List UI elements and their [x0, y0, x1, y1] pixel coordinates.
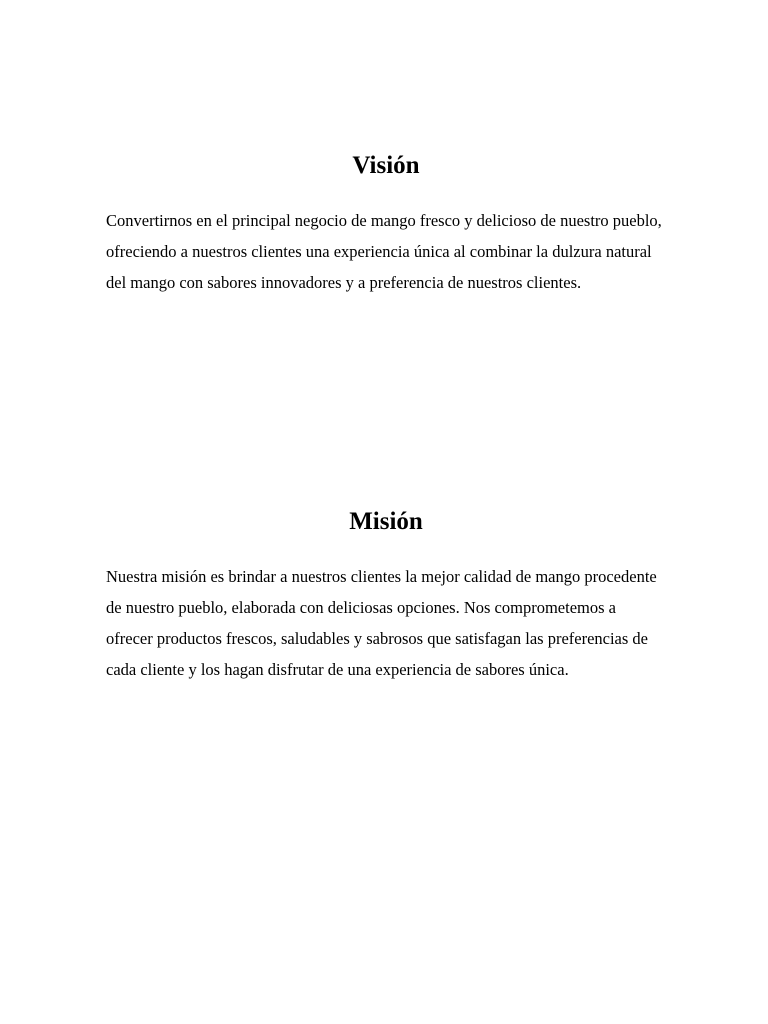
vision-paragraph: Convertirnos en el principal negocio de mango fresco y delicioso de nuestro pueblo, ofreciendo a nuestros clientes una experiencia única al combinar la dulzura natural del mango con sabores innovadores y a preferencia de nuestros clientes.: [106, 211, 662, 292]
vision-section: [106, 150, 666, 298]
vision-heading: Visión: [352, 152, 420, 179]
mision-paragraph: Nuestra misión es brindar a nuestros clientes la mejor calidad de mango procedente de nuestro pueblo, elaborada con deliciosas opciones. Nos comprometemos a ofrecer productos frescos, saludables y sabrosos que satisfagan las preferencias de cada cliente y los hagan disfrutar de una experiencia de sabores única.: [106, 567, 657, 679]
mision-section: [106, 506, 666, 685]
mision-heading: Misión: [349, 508, 423, 535]
